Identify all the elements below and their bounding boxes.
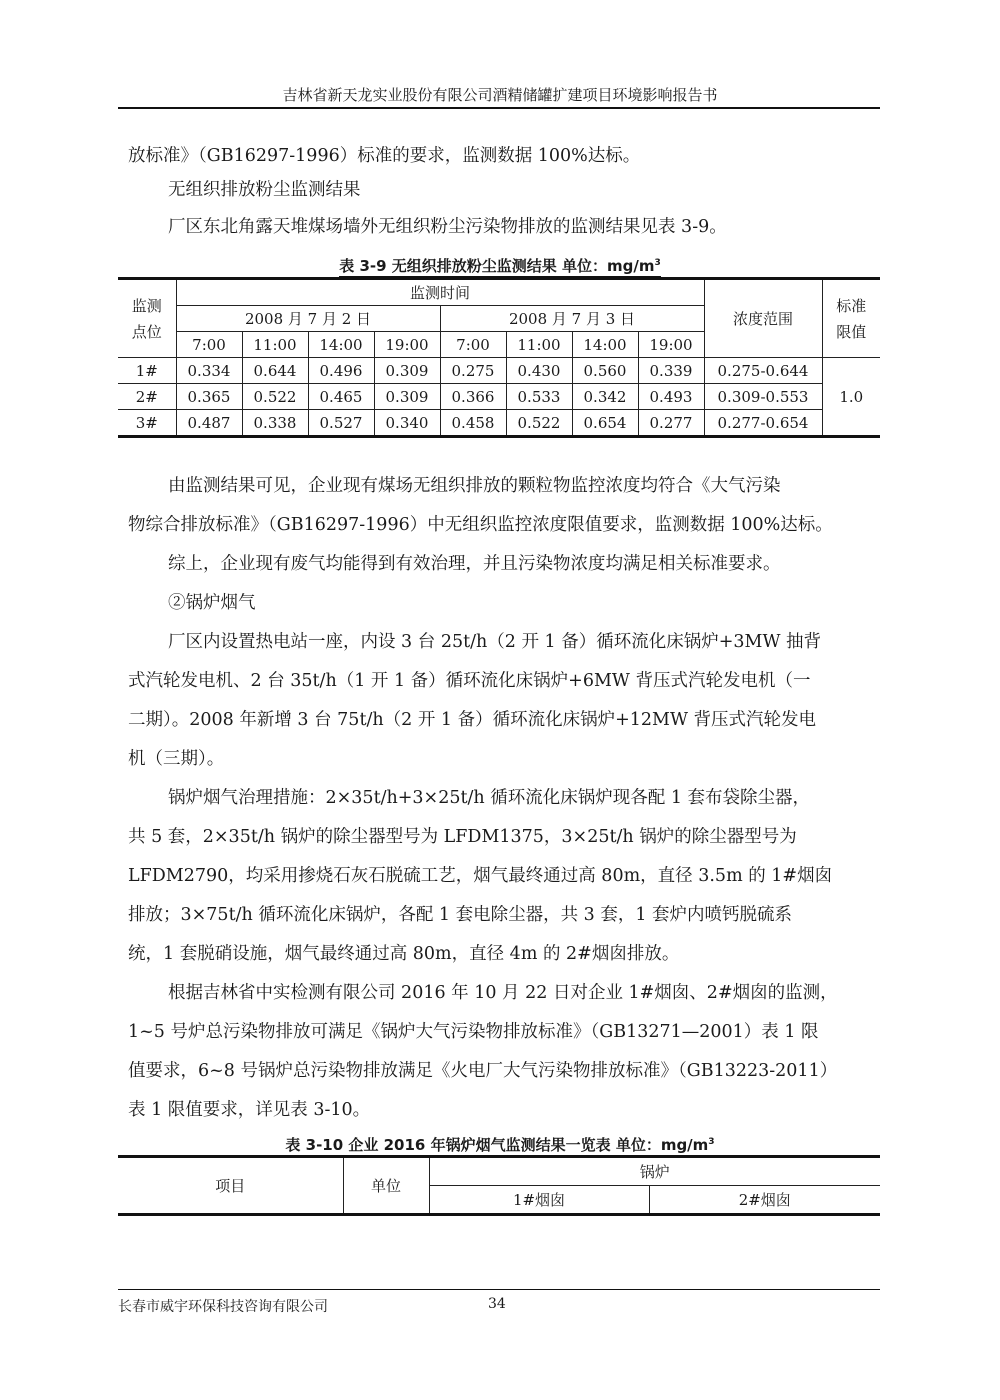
header-limit: 标准限值 [822,279,880,358]
header-point: 监测点位 [118,279,176,358]
paragraph: 表 1 限值要求，详见表 3-10。 [128,1100,371,1120]
cell-limit: 1.0 [822,358,880,437]
paragraph: LFDM2790，均采用掺烧石灰石脱硫工艺，烟气最终通过高 80m，直径 3.5m 的 1#烟囱 [128,866,833,886]
page-number: 34 [488,1296,506,1312]
cell-value: 0.533 [506,384,572,410]
cell-value: 0.458 [440,410,506,437]
section-heading: ②锅炉烟气 [168,593,256,613]
header-item: 项目 [118,1157,343,1215]
cell-value: 0.339 [638,358,704,384]
paragraph: 机（三期）。 [128,749,225,769]
paragraph: 放标准》（GB16297-1996）标准的要求，监测数据 100%达标。 [128,146,641,166]
caption-text: 表 3-9 无组织排放粉尘监测结果 单位：mg/m [339,257,655,275]
cell-value: 0.560 [572,358,638,384]
header-date-1: 2008 月 7 月 2 日 [176,306,440,332]
cell-range: 0.309-0.553 [704,384,822,410]
cell-value: 0.430 [506,358,572,384]
paragraph: 锅炉烟气治理措施：2×35t/h+3×25t/h 循环流化床锅炉现各配 1 套布袋除尘器， [168,788,811,808]
table-3-10 [118,1155,880,1216]
caption-superscript: 3 [654,258,661,268]
section-heading: 无组织排放粉尘监测结果 [168,180,361,200]
paragraph: 共 5 套，2×35t/h 锅炉的除尘器型号为 LFDM1375，3×25t/h 锅炉的除尘器型号为 [128,827,797,847]
table-row [118,410,880,437]
cell-value: 0.493 [638,384,704,410]
table-row [118,358,880,384]
cell-value: 0.338 [242,410,308,437]
cell-value: 0.522 [506,410,572,437]
header-chimney-2: 2#烟囱 [649,1186,880,1215]
header-time-slot: 11:00 [506,332,572,358]
header-time-slot: 11:00 [242,332,308,358]
cell-value: 0.465 [308,384,374,410]
cell-point: 1# [118,358,176,384]
table-3-10-caption [0,1134,1000,1155]
footer-rule [118,1289,880,1290]
header-time-slot: 14:00 [572,332,638,358]
header-unit: 单位 [343,1157,429,1215]
paragraph: 厂区内设置热电站一座，内设 3 台 25t/h（2 开 1 备）循环流化床锅炉+3MW 抽背 [168,632,822,652]
table-3-9 [118,277,880,438]
paragraph: 二期）。2008 年新增 3 台 75t/h（2 开 1 备）循环流化床锅炉+12MW 背压式汽轮发电 [128,710,816,730]
cell-value: 0.654 [572,410,638,437]
header-time-slot: 7:00 [176,332,242,358]
header-time-slot: 14:00 [308,332,374,358]
header-boiler: 锅炉 [429,1157,880,1186]
header-time-slot: 19:00 [638,332,704,358]
header-time-slot: 19:00 [374,332,440,358]
cell-value: 0.340 [374,410,440,437]
cell-range: 0.277-0.654 [704,410,822,437]
header-chimney-1: 1#烟囱 [429,1186,649,1215]
cell-value: 0.365 [176,384,242,410]
paragraph: 统，1 套脱硝设施，烟气最终通过高 80m，直径 4m 的 2#烟囱排放。 [128,944,680,964]
cell-range: 0.275-0.644 [704,358,822,384]
header-time-slot: 7:00 [440,332,506,358]
cell-value: 0.366 [440,384,506,410]
cell-value: 0.275 [440,358,506,384]
header-time: 监测时间 [176,279,704,306]
cell-value: 0.309 [374,384,440,410]
paragraph: 根据吉林省中实检测有限公司 2016 年 10 月 22 日对企业 1#烟囱、2#烟囱的监测， [168,983,838,1003]
footer-company: 长春市威宇环保科技咨询有限公司 [118,1299,328,1315]
cell-point: 3# [118,410,176,437]
paragraph: 厂区东北角露天堆煤场墙外无组织粉尘污染物排放的监测结果见表 3-9。 [168,217,727,237]
cell-value: 0.527 [308,410,374,437]
cell-value: 0.334 [176,358,242,384]
table-3-9-caption [0,255,1000,276]
cell-value: 0.496 [308,358,374,384]
header-rule [118,107,880,109]
paragraph: 排放；3×75t/h 循环流化床锅炉，各配 1 套电除尘器，共 3 套，1 套炉内喷钙脱硫系 [128,905,793,925]
cell-value: 0.342 [572,384,638,410]
cell-value: 0.487 [176,410,242,437]
table-row [118,384,880,410]
cell-value: 0.522 [242,384,308,410]
cell-value: 0.644 [242,358,308,384]
header-range: 浓度范围 [704,279,822,358]
paragraph: 式汽轮发电机、2 台 35t/h（1 开 1 备）循环流化床锅炉+6MW 背压式汽轮发电机（一 [128,671,811,691]
cell-value: 0.277 [638,410,704,437]
paragraph: 由监测结果可见，企业现有煤场无组织排放的颗粒物监控浓度均符合《大气污染 [168,476,781,496]
caption-text: 表 3-10 企业 2016 年锅炉烟气监测结果一览表 单位：mg/m [285,1136,709,1154]
header-date-2: 2008 月 7 月 3 日 [440,306,704,332]
cell-point: 2# [118,384,176,410]
paragraph: 值要求，6~8 号锅炉总污染物排放满足《火电厂大气污染物排放标准》（GB13223-2011） [128,1061,838,1081]
paragraph: 1~5 号炉总污染物排放可满足《锅炉大气污染物排放标准》（GB13271—2001）表 1 限 [128,1022,819,1042]
document-header-title: 吉林省新天龙实业股份有限公司酒精储罐扩建项目环境影响报告书 [282,86,718,104]
paragraph: 物综合排放标准》（GB16297-1996）中无组织监控浓度限值要求，监测数据 100%达标。 [128,515,833,535]
cell-value: 0.309 [374,358,440,384]
caption-superscript: 3 [708,1137,715,1147]
paragraph: 综上，企业现有废气均能得到有效治理，并且污染物浓度均满足相关标准要求。 [168,554,781,574]
